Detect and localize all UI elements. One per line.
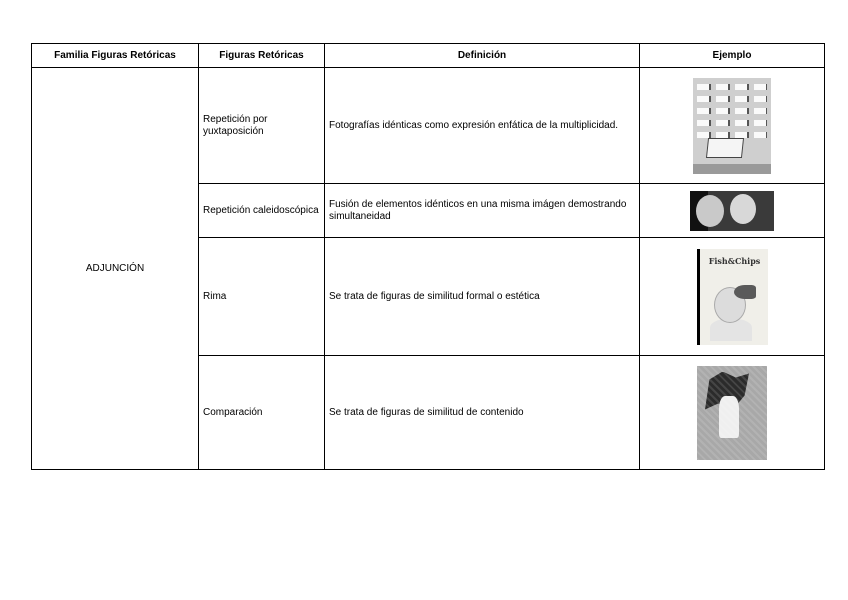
figure-cell: Rima <box>199 238 325 356</box>
fish-and-chips-poster <box>697 249 768 345</box>
figure-cell: Comparación <box>199 356 325 470</box>
header-definition: Definición <box>325 44 640 68</box>
figure-cell: Repetición por yuxtaposición <box>199 68 325 184</box>
definition-cell: Fusión de elementos idénticos en una misma imágen demostrando simultaneidad <box>325 184 640 238</box>
two-faces-photo <box>690 191 774 231</box>
torn-paper-photo <box>697 366 767 460</box>
definition-cell: Se trata de figuras de similitud de contenido <box>325 356 640 470</box>
classroom-desks-photo <box>693 78 771 174</box>
definition-cell: Fotografías idénticas como expresión enfática de la multiplicidad. <box>325 68 640 184</box>
example-cell <box>640 356 825 470</box>
header-example: Ejemplo <box>640 44 825 68</box>
definition-cell: Se trata de figuras de similitud formal o estética <box>325 238 640 356</box>
figure-cell: Repetición caleidoscópica <box>199 184 325 238</box>
poster-title: Fish&Chips <box>708 255 761 266</box>
example-cell <box>640 68 825 184</box>
example-cell <box>640 184 825 238</box>
rhetorical-figures-table <box>31 43 825 470</box>
header-family: Familia Figuras Retóricas <box>32 44 199 68</box>
example-cell <box>640 238 825 356</box>
table-row <box>32 68 825 184</box>
table-header-row <box>32 44 825 68</box>
family-cell: ADJUNCIÓN <box>32 68 199 470</box>
header-figure: Figuras Retóricas <box>199 44 325 68</box>
